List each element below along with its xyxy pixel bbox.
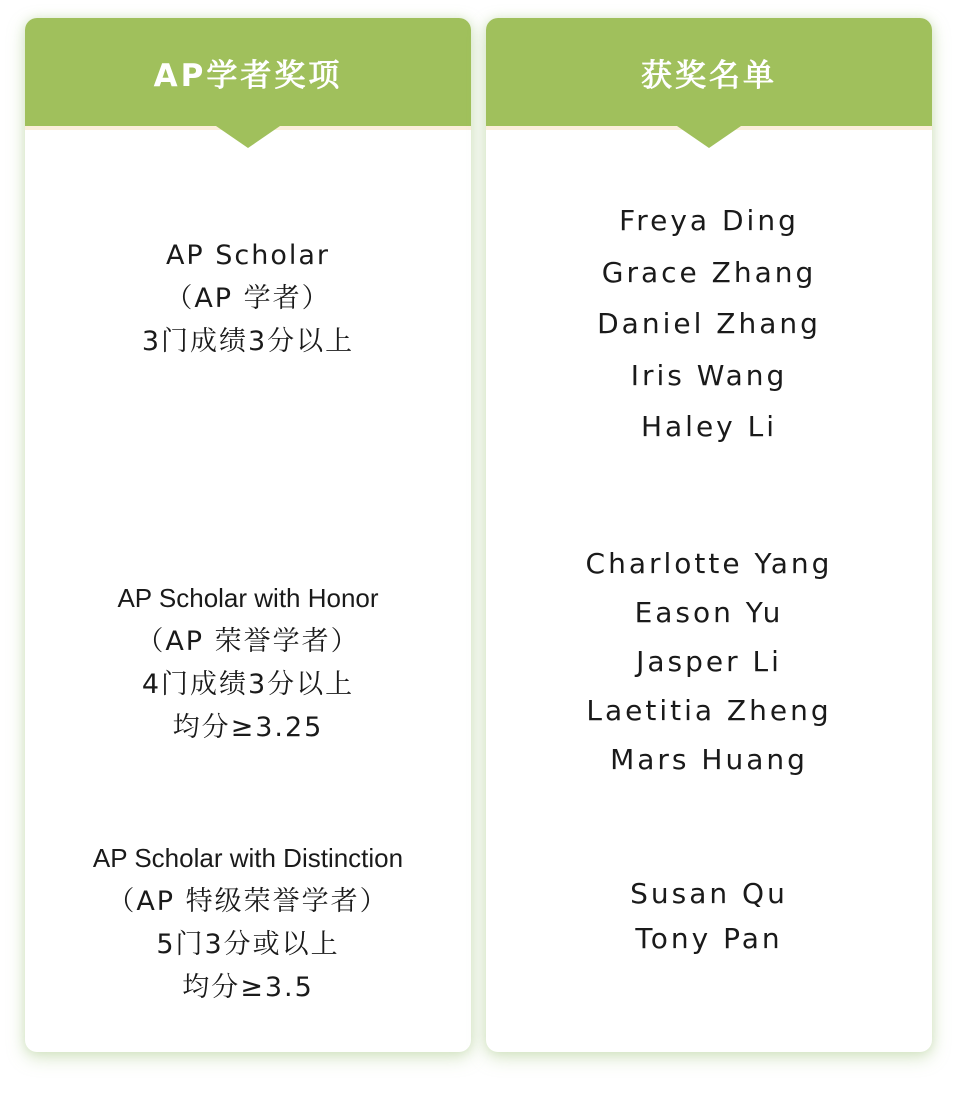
award-requirement: 3门成绩3分以上 bbox=[141, 326, 355, 357]
winners-ap-scholar-with-distinction bbox=[486, 871, 932, 961]
winner-name: Charlotte Yang bbox=[585, 547, 833, 580]
award-average: 均分≥3.5 bbox=[182, 972, 314, 1003]
winner-name: Grace Zhang bbox=[601, 255, 817, 289]
award-name-cn: （AP 荣誉学者） bbox=[136, 626, 360, 657]
winner-name: Iris Wang bbox=[630, 358, 788, 392]
winner-name: Freya Ding bbox=[619, 204, 799, 237]
award-ap-scholar-with-distinction bbox=[25, 837, 471, 1009]
award-name: AP Scholar bbox=[165, 240, 331, 271]
winners-header bbox=[486, 18, 932, 130]
award-name: AP Scholar with Distinction bbox=[92, 843, 404, 873]
award-average: 均分≥3.25 bbox=[172, 712, 324, 743]
awards-panel bbox=[25, 18, 471, 1052]
award-requirement: 4门成绩3分以上 bbox=[141, 669, 355, 700]
award-ap-scholar-with-honor bbox=[25, 577, 471, 749]
winners-ap-scholar-with-honor bbox=[486, 539, 932, 784]
award-name: AP Scholar with Honor bbox=[117, 583, 379, 613]
winner-name: Mars Huang bbox=[610, 743, 808, 776]
winners-header-title: 获奖名单 bbox=[641, 57, 777, 94]
award-ap-scholar bbox=[25, 234, 471, 363]
winners-header-pointer bbox=[677, 126, 741, 148]
winner-name: Daniel Zhang bbox=[597, 307, 821, 340]
winner-name: Jasper Li bbox=[636, 645, 782, 678]
awards-header-pointer bbox=[216, 126, 280, 148]
winner-name: Eason Yu bbox=[634, 596, 784, 629]
winners-panel bbox=[486, 18, 932, 1052]
award-requirement: 5门3分或以上 bbox=[156, 929, 340, 960]
awards-header-title: AP学者奖项 bbox=[153, 57, 343, 94]
awards-header bbox=[25, 18, 471, 130]
winner-name: Susan Qu bbox=[630, 877, 788, 910]
winners-ap-scholar bbox=[486, 195, 932, 453]
winner-name: Laetitia Zheng bbox=[586, 694, 832, 727]
award-name-cn: （AP 学者） bbox=[165, 283, 331, 314]
winner-name: Tony Pan bbox=[635, 922, 783, 955]
award-name-cn: （AP 特级荣誉学者） bbox=[107, 886, 389, 917]
winner-name: Haley Li bbox=[640, 410, 778, 443]
